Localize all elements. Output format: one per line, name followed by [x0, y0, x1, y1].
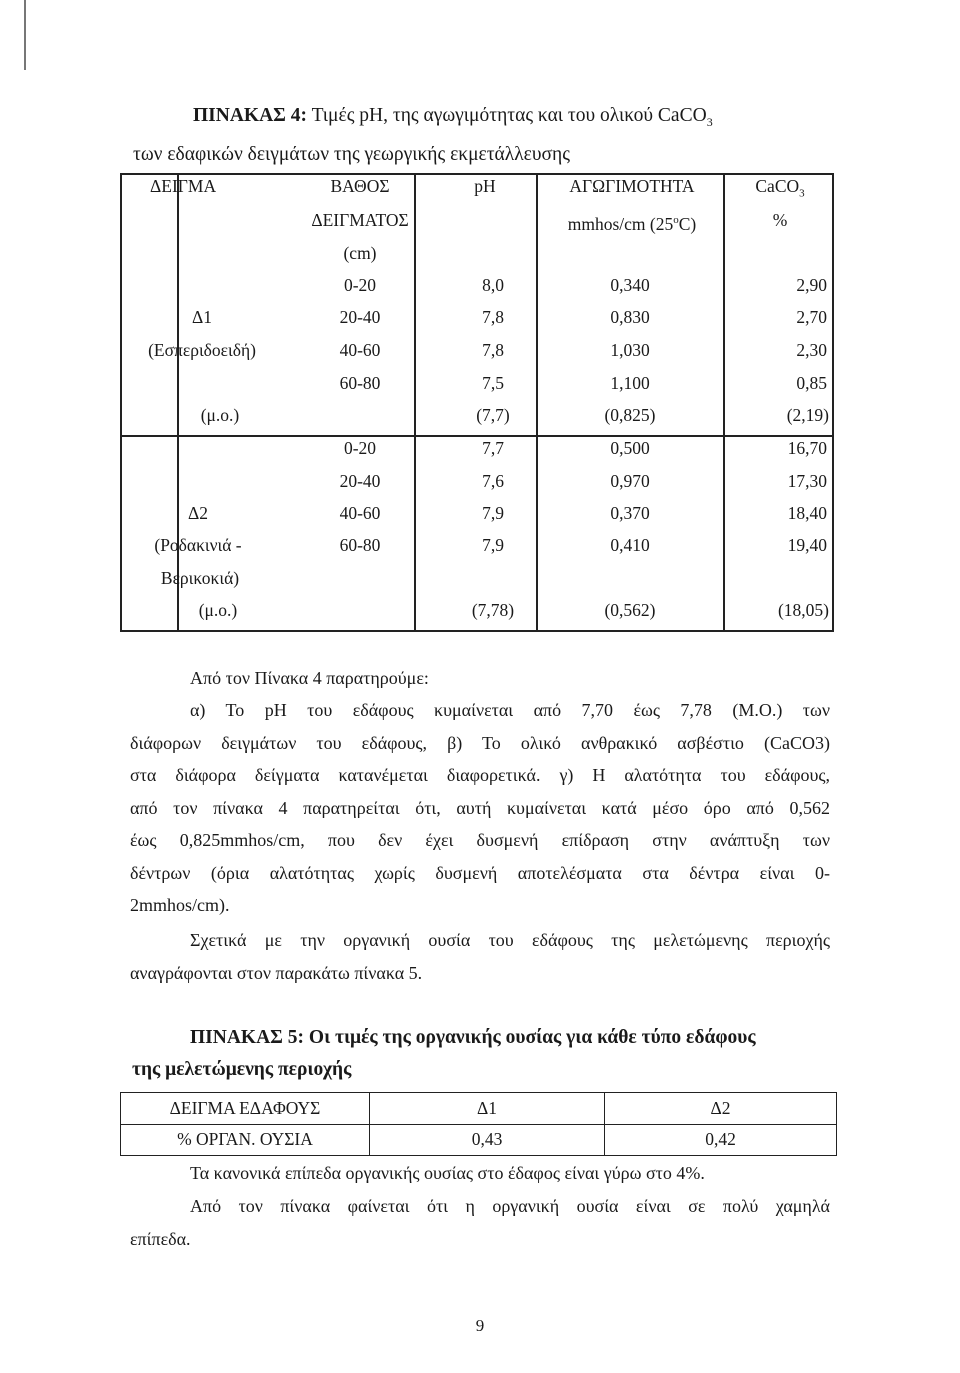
- paragraph-line: διάφορων δειγμάτων του εδάφους, β) Το ολικό ανθρακικό ασβέστιο (CaCO3): [130, 732, 830, 753]
- conclusion-paragraph: [130, 1190, 830, 1255]
- g2-ph: 7,6: [482, 471, 504, 491]
- paragraph-line: έως 0,825mmhos/cm, που δεν έχει δυσμενή επίδραση στην ανάπτυξη των: [130, 830, 830, 850]
- g1-ph: 8,0: [482, 275, 504, 295]
- paragraph-line: αναγράφονται στον παρακάτω πίνακα 5.: [130, 962, 423, 983]
- table5-header-cell: Δ1: [370, 1093, 605, 1125]
- table4-title-label: ΠΙΝΑΚΑΣ 4:: [193, 105, 308, 126]
- g1-ph-mean: (7,7): [476, 405, 510, 425]
- g2-caco3-mean: (18,05): [777, 600, 829, 620]
- g1-depth: 60-80: [339, 373, 381, 393]
- table5-cell: % ΟΡΓΑΝ. ΟΥΣΙΑ: [121, 1124, 370, 1156]
- header-ph: pH: [474, 176, 496, 196]
- g2-cond: 0,970: [610, 471, 650, 491]
- g1-depth: 20-40: [339, 307, 381, 327]
- header-bathos-1: ΒΑΘΟΣ: [330, 176, 390, 196]
- g2-ph: 7,9: [482, 535, 504, 555]
- header-conductivity-2: mmhos/cm (25$^o$C): [567, 213, 697, 234]
- paragraph-line: δέντρων (όρια αλατότητας χωρίς δυσμενή αποτελέσματα στα δέντρα είναι 0-: [130, 862, 830, 883]
- header-conductivity-1: ΑΓΩΓΙΜΟΤΗΤΑ: [569, 176, 695, 196]
- paragraph-line: Από τον πίνακα φαίνεται ότι η οργανική ουσία είναι σε πολύ χαμηλά: [190, 1196, 830, 1216]
- g2-ph: 7,9: [482, 503, 504, 523]
- table5-title: ΠΙΝΑΚΑΣ 5: Οι τιμές της οργανικής ουσίας για κάθε τύπο εδάφους: [190, 1027, 756, 1048]
- g1-cond: 1,030: [610, 340, 650, 360]
- organic-intro: [130, 924, 830, 989]
- header-deigma: ΔΕΙΓΜΑ: [150, 176, 217, 196]
- observations-intro: Από τον Πίνακα 4 παρατηρούμε:: [190, 668, 429, 688]
- g2-depth: 20-40: [339, 471, 381, 491]
- paragraph-line: 2mmhos/cm).: [130, 895, 230, 915]
- g2-cond: 0,410: [610, 535, 650, 555]
- paragraph-line: επίπεδα.: [130, 1228, 191, 1249]
- header-bathos-2: ΔΕΙΓΜΑΤΟΣ: [311, 210, 409, 230]
- g2-caco3: 16,70: [787, 438, 827, 458]
- g1-caco3: 0,85: [796, 373, 827, 393]
- observations-paragraph: [130, 694, 830, 922]
- table-row: [121, 1093, 837, 1125]
- group1-label: Δ1: [191, 307, 213, 327]
- table4: [120, 173, 833, 632]
- normal-levels-note: Τα κανονικά επίπεδα οργανικής ουσίας στο έδαφος είναι γύρω στο 4%.: [190, 1163, 705, 1183]
- g2-depth: 60-80: [339, 535, 381, 555]
- g1-caco3-mean: (2,19): [786, 405, 829, 425]
- table4-title-text: Τιμές pH, της αγωγιμότητας και του ολικού CaCO$_3$: [311, 105, 713, 129]
- group2-mean-label: (μ.ο.): [198, 600, 238, 620]
- header-caco3-unit: %: [772, 210, 788, 230]
- table-row: [121, 1124, 837, 1156]
- group2-crop-1: (Ροδακινιά -: [154, 535, 242, 555]
- g2-ph: 7,7: [482, 438, 504, 458]
- group2-crop-2: Βερικοκιά): [160, 568, 240, 588]
- g2-ph-mean: (7,78): [471, 600, 515, 620]
- g1-depth: 0-20: [343, 275, 377, 295]
- paragraph-line: από τον πίνακα 4 παρατηρείται ότι, αυτή κυμαίνεται κατά μέσο όρο από 0,562: [130, 797, 830, 818]
- table5-title-line2: της μελετώμενης περιοχής: [132, 1059, 352, 1080]
- g1-ph: 7,5: [482, 373, 504, 393]
- g2-cond-mean: (0,562): [604, 600, 656, 620]
- paragraph-line: στα διάφορα δείγματα κατανέμεται διαφορετικά. γ) Η αλατότητα του εδάφους,: [130, 765, 830, 785]
- table5-cell: 0,43: [370, 1124, 605, 1156]
- g1-ph: 7,8: [482, 340, 504, 360]
- g2-caco3: 18,40: [787, 503, 827, 523]
- table5-header-cell: ΔΕΙΓΜΑ ΕΔΑΦΟΥΣ: [121, 1093, 370, 1125]
- header-bathos-3: (cm): [343, 243, 377, 263]
- g2-caco3: 19,40: [787, 535, 827, 555]
- table5-header-cell: Δ2: [605, 1093, 837, 1125]
- group1-mean-label: (μ.ο.): [200, 405, 240, 425]
- group1-crop: (Εσπεριδοειδή): [148, 340, 256, 360]
- paragraph-line: α) Το pH του εδάφους κυμαίνεται από 7,70 έως 7,78 (Μ.Ο.) των: [190, 700, 830, 720]
- g1-cond: 1,100: [610, 373, 650, 393]
- table4-title: [193, 100, 713, 138]
- g2-cond: 0,500: [610, 438, 650, 458]
- header-caco3: CaCO$_3$: [755, 176, 805, 200]
- g1-cond-mean: (0,825): [604, 405, 656, 425]
- paragraph-line: Σχετικά με την οργανική ουσία του εδάφους της μελετώμενης περιοχής: [190, 930, 830, 950]
- g1-cond: 0,340: [610, 275, 650, 295]
- page-number: 9: [475, 1316, 485, 1335]
- g1-caco3: 2,90: [796, 275, 827, 295]
- g1-depth: 40-60: [339, 340, 381, 360]
- table5-cell: 0,42: [605, 1124, 837, 1156]
- g1-ph: 7,8: [482, 307, 504, 327]
- table4-title-line2: των εδαφικών δειγμάτων της γεωργικής εκμετάλλευσης: [133, 144, 570, 165]
- g2-depth: 40-60: [339, 503, 381, 523]
- g2-cond: 0,370: [610, 503, 650, 523]
- g2-caco3: 17,30: [787, 471, 827, 491]
- table5: [120, 1092, 837, 1156]
- margin-mark: [24, 0, 26, 70]
- g1-caco3: 2,70: [796, 307, 827, 327]
- g1-cond: 0,830: [610, 307, 650, 327]
- group2-label: Δ2: [187, 503, 209, 523]
- g2-depth: 0-20: [343, 438, 377, 458]
- g1-caco3: 2,30: [796, 340, 827, 360]
